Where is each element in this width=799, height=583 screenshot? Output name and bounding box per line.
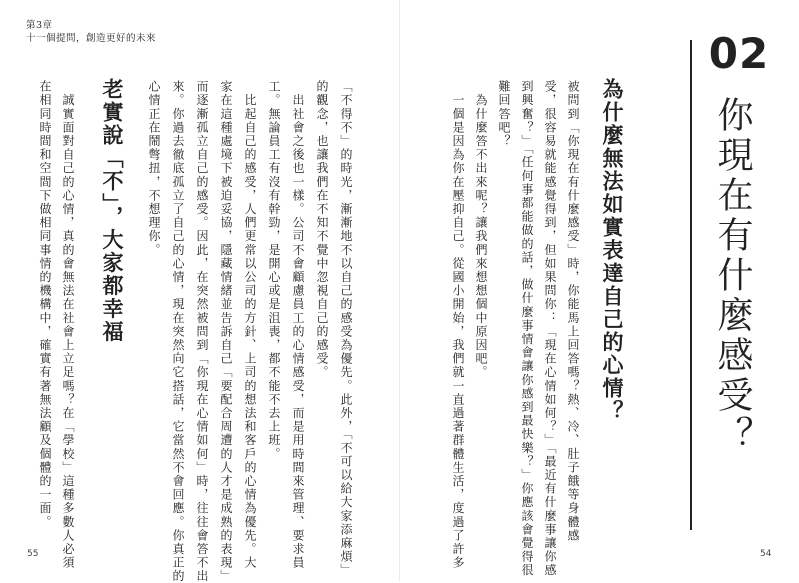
body-column: 出社會之後也一樣。公司不會顧慮員工的心情感受，而是用時間來管理、要求員 [291,80,305,570]
body-column: 在相同時間和空間下做相同事情的機構中，確實有著無法顧及個體的一面。 [38,80,52,529]
section-title-right: 為什麼無法如實表達自己的心情？ [600,78,624,423]
body-column: 的觀念，也讓我們在不知不覺中忽視自己的感受。 [315,80,329,380]
page-number-left: 55 [27,549,39,559]
chapter-label: 第3章 [26,20,53,31]
body-column: 「不得不」的時光，漸漸地不以自己的感受為優先。此外，「不可以給大家添麻煩」 [339,80,353,578]
body-column: 而逐漸孤立自己的感受。因此，在突然被問到「你現在心情如何」時，往往會答不出 [195,80,209,583]
running-header [26,19,156,45]
page-gutter [399,0,400,582]
chapter-title: 你現在有什麼感受？ [712,96,753,456]
chapter-number: 02 [708,29,770,78]
chapter-rule [690,40,692,530]
body-column: 難回答吧？ [497,80,511,148]
section-title-left: 老實說「不」，大家都幸福 [100,78,124,344]
body-column: 到興奮？」「任何事都能做的話，做什麼事情會讓你感到最快樂？」你應該會覺得很 [520,80,534,578]
book-subtitle: 十一個提問，創造更好的未來 [26,33,157,44]
body-column: 被問到「你現在有什麼感受」時，你能馬上回答嗎？熱、冷、肚子餓等身體感 [566,80,580,543]
body-column: 誠實面對自己的心情，真的會無法在社會上立足嗎？在「學校」這種多數人必須 [61,80,75,570]
body-column: 家在這種處境下被迫妥協，隱藏情緒並告訴自己「要配合周遭的人才是成熟的表現」 [219,80,233,583]
body-column: 來。你過去徹底孤立了自己的心情，現在突然向它搭話，它當然不會回應。你真正的 [171,80,185,583]
body-column: 為什麼答不出來呢？讓我們來想想個中原因吧。 [474,80,488,380]
body-column: 一個是因為你在壓抑自己。從國小開始，我們就一直過著群體生活，度過了許多 [451,80,465,570]
page-number-right: 54 [760,549,772,559]
body-column: 心情正在鬧彆扭，不想理你。 [147,80,161,257]
body-column: 比起自己的感受，人們更常以公司的方針、上司的想法和客戶的心情為優先。大 [243,80,257,570]
body-column: 受，很容易就能感覺得到，但如果問你：「現在心情如何？」「最近有什麼事讓你感 [543,80,557,578]
body-column: 工。無論員工有沒有幹勁，是開心或是沮喪，都不能不去上班。 [267,80,281,461]
